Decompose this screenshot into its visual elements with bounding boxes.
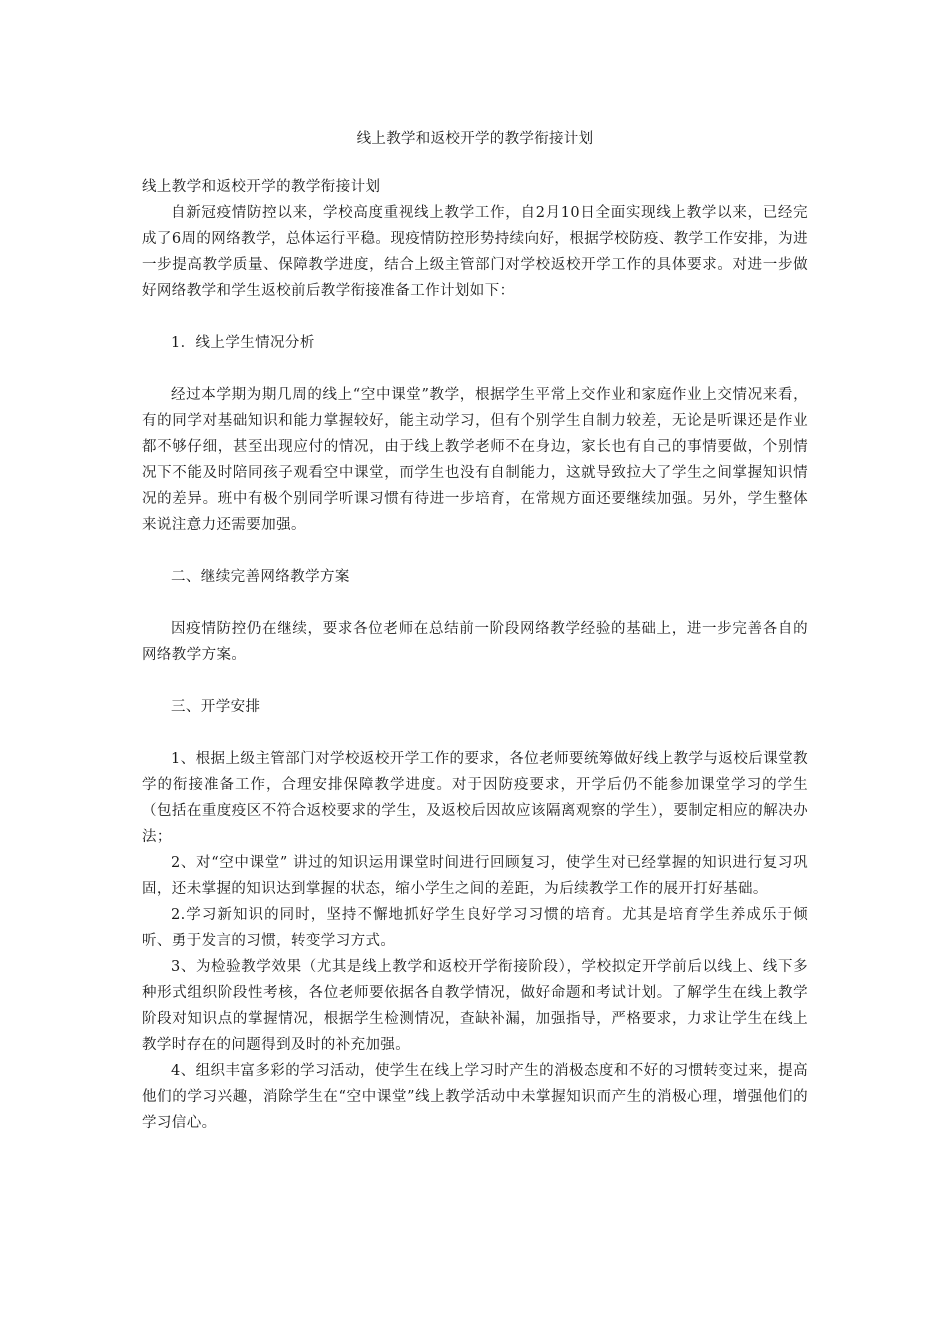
- section-3-paragraph-1: 1、根据上级主管部门对学校返校开学工作的要求，各位老师要统筹做好线上教学与返校后课堂教学的衔接准备工作，合理安排保障教学进度。对于因防疫要求，开学后仍不能参加课堂学习的学生（包括在重度疫区不符合返校要求的学生，及返校后因故应该隔离观察的学生），要制定相应的解决办法；: [142, 751, 808, 845]
- section-2-paragraph-1: 因疫情防控仍在继续，要求各位老师在总结前一阶段网络教学经验的基础上，进一步完善各自的网络教学方案。: [142, 621, 808, 663]
- spacer: [142, 304, 808, 330]
- section-3-paragraph-4: 3、为检验教学效果（尤其是线上教学和返校开学衔接阶段），学校拟定开学前后以线上、线下多种形式组织阶段性考核，各位老师要依据各自教学情况，做好命题和考试计划。了解学生在线上教学阶段对知识点的掌握情况，根据学生检测情况，查缺补漏，加强指导，严格要求，力求让学生在线上教学时存在的问题得到及时的补充加强。: [142, 959, 808, 1053]
- section-1-paragraph-1: 经过本学期为期几周的线上“空中课堂”教学，根据学生平常上交作业和家庭作业上交情况来看，有的同学对基础知识和能力掌握较好，能主动学习，但有个别学生自制力较差，无论是听课还是作业都不够仔细，甚至出现应付的情况，由于线上教学老师不在身边，家长也有自己的事情要做，个别情况下不能及时陪同孩子观看空中课堂，而学生也没有自制能力，这就导致拉大了学生之间掌握知识情况的差异。班中有极个别同学听课习惯有待进一步培育，在常规方面还要继续加强。另外，学生整体来说注意力还需要加强。: [142, 387, 808, 533]
- section-3-paragraph-3: 2.学习新知识的同时，坚持不懈地抓好学生良好学习习惯的培育。尤其是培育学生养成乐于倾听、勇于发言的习惯，转变学习方式。: [142, 907, 808, 949]
- intro-paragraph: 自新冠疫情防控以来，学校高度重视线上教学工作，自2月10日全面实现线上教学以来，已经完成了6周的网络教学，总体运行平稳。现疫情防控形势持续向好，根据学校防疫、教学工作安排，为进一步提高教学质量、保障教学进度，结合上级主管部门对学校返校开学工作的具体要求。对进一步做好网络教学和学生返校前后教学衔接准备工作计划如下：: [142, 205, 808, 299]
- document-body: [142, 174, 808, 1136]
- document-title: 线上教学和返校开学的教学衔接计划: [356, 131, 594, 147]
- spacer: [142, 590, 808, 616]
- spacer: [142, 356, 808, 382]
- spacer: [142, 668, 808, 694]
- spacer: [142, 720, 808, 746]
- spacer: [142, 538, 808, 564]
- section-3-paragraph-5: 4、组织丰富多彩的学习活动，使学生在线上学习时产生的消极态度和不好的习惯转变过来，提高他们的学习兴趣，消除学生在“空中课堂”线上教学活动中未掌握知识而产生的消极心理，增强他们的学习信心。: [142, 1063, 808, 1131]
- section-heading-1: 1．线上学生情况分析: [171, 335, 315, 351]
- section-heading-2: 二、继续完善网络教学方案: [171, 569, 350, 585]
- section-heading-3: 三、开学安排: [171, 699, 261, 715]
- section-3-paragraph-2: 2、对“空中课堂” 讲过的知识运用课堂时间进行回顾复习，使学生对已经掌握的知识进行复习巩固，还未掌握的知识达到掌握的状态，缩小学生之间的差距，为后续教学工作的展开打好基础。: [142, 855, 808, 897]
- document-subtitle: 线上教学和返校开学的教学衔接计划: [142, 179, 381, 195]
